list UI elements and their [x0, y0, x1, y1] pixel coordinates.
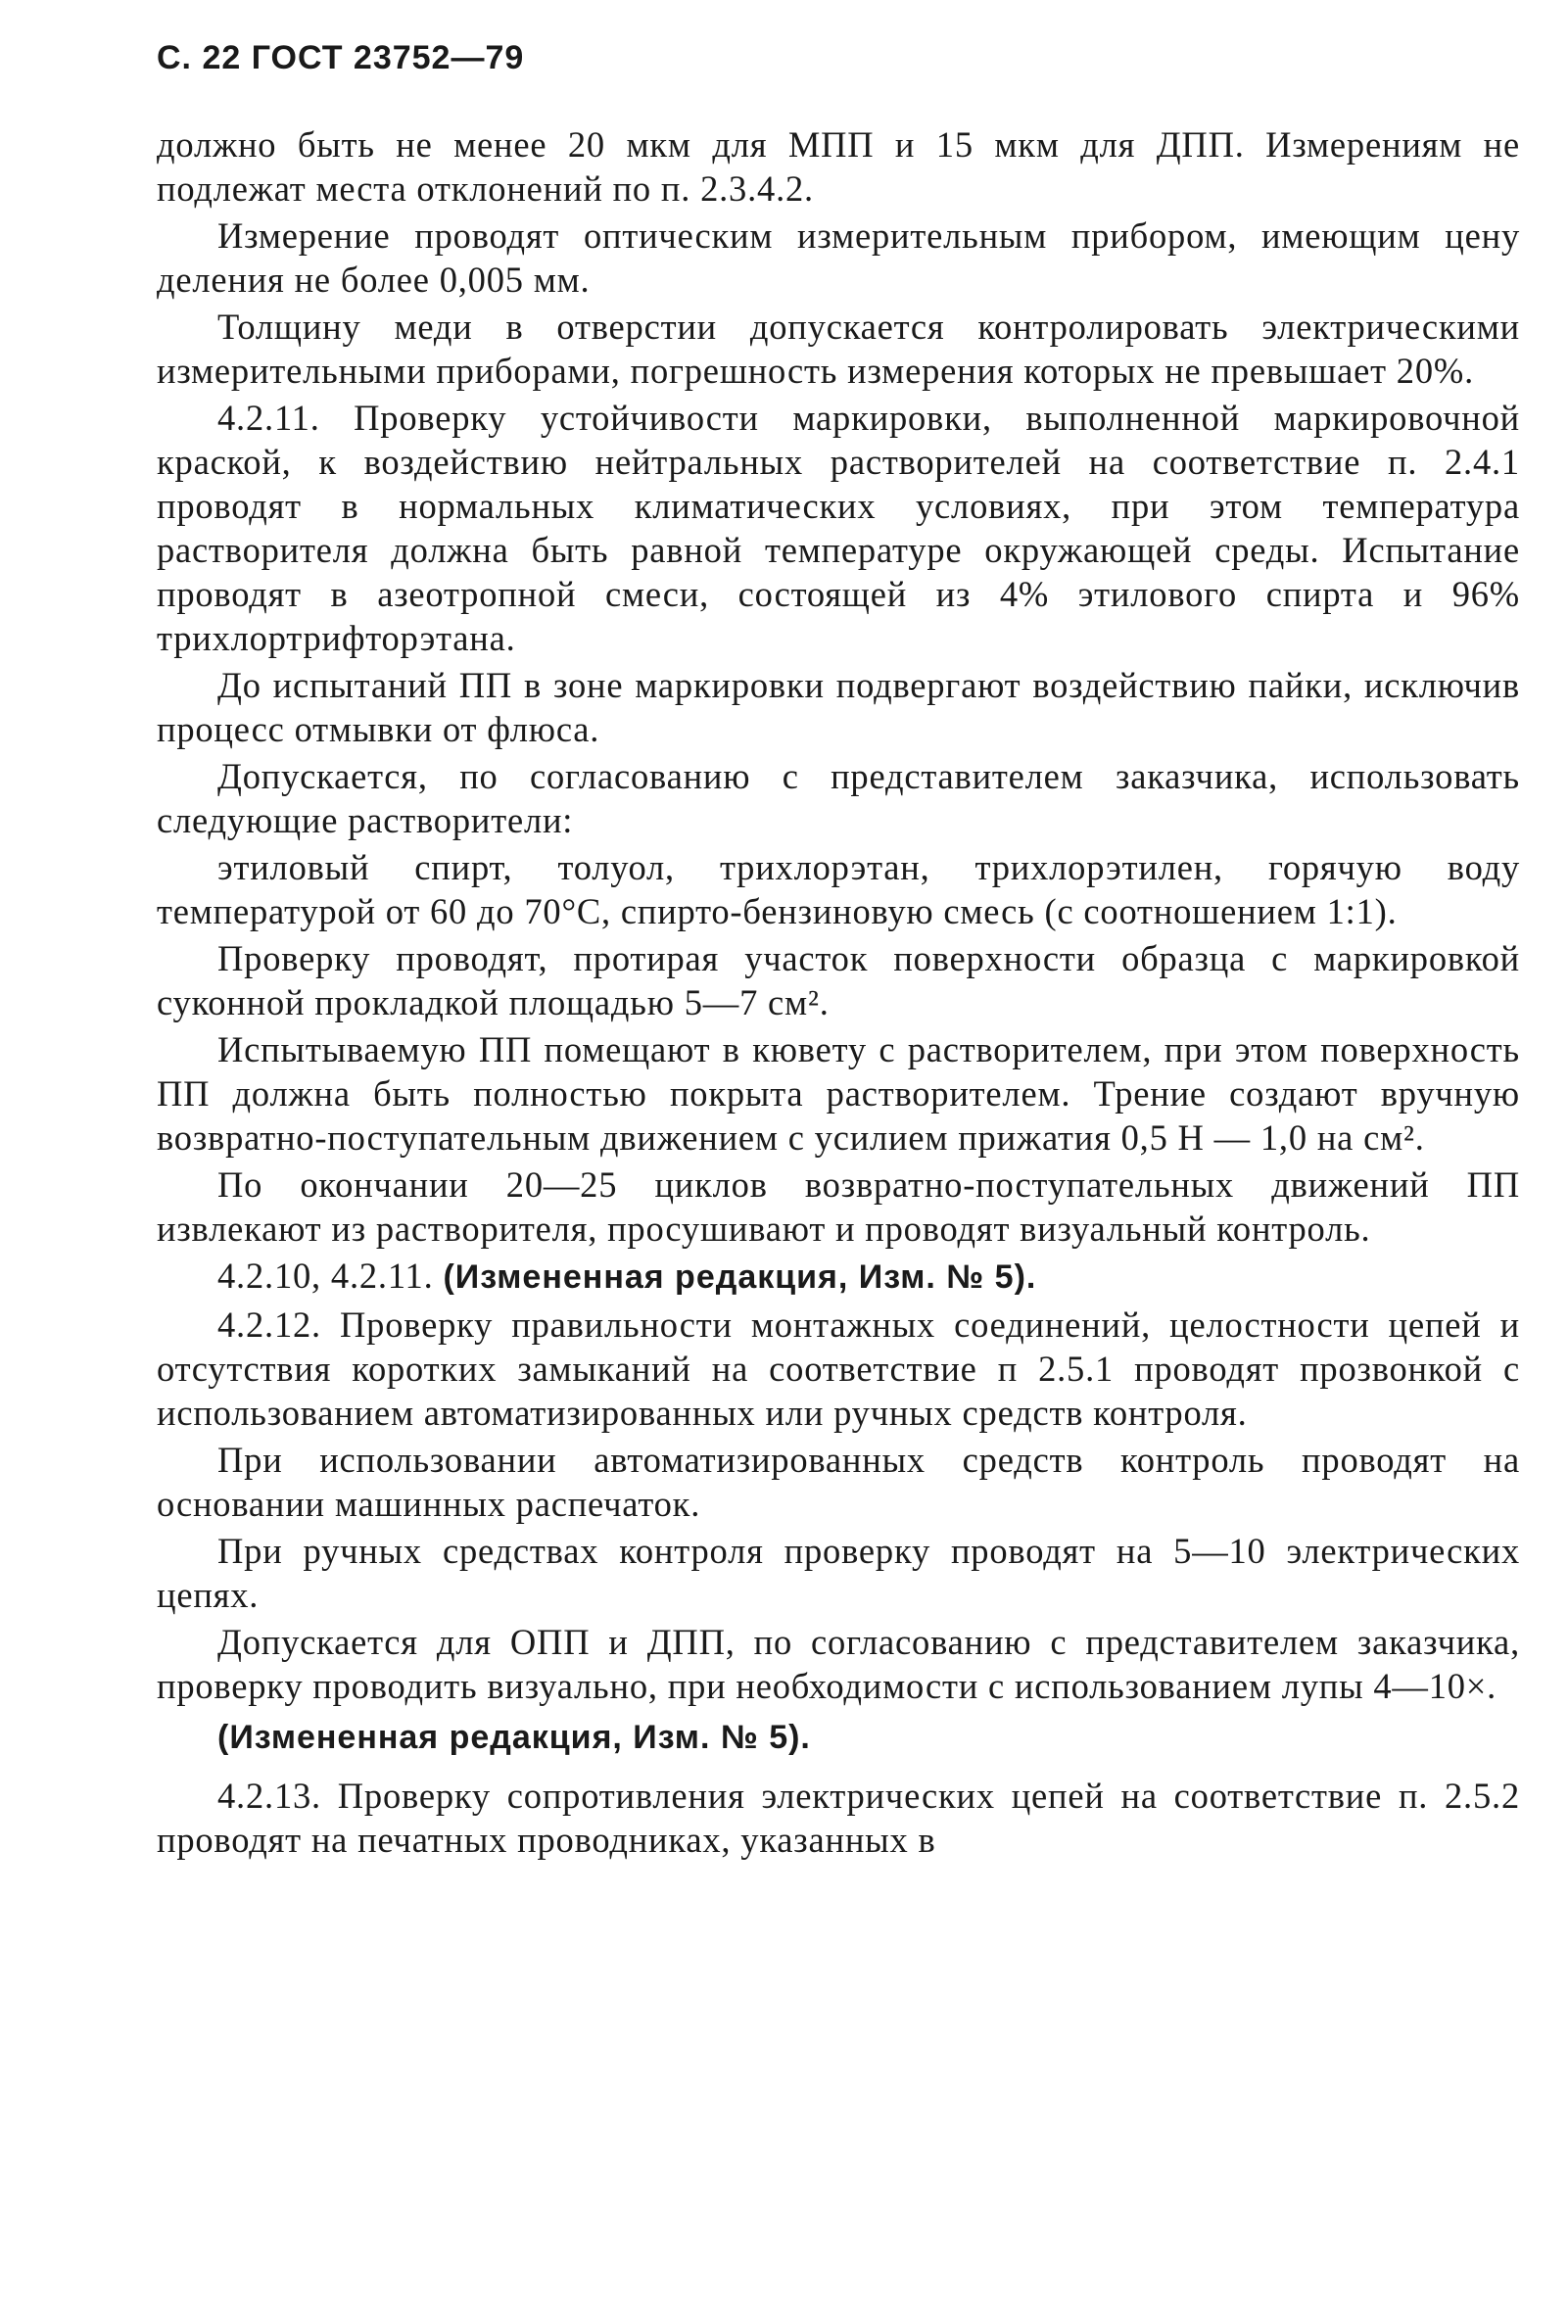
paragraph: Проверку проводят, протирая участок поверхности образца с маркировкой суконной прокладкой площадью 5—7 см².: [157, 938, 1520, 1022]
paragraph: Толщину меди в отверстии допускается контролировать электрическими измерительными приборами, погрешность измерения которых не превышает 20%.: [157, 307, 1520, 391]
body-text: [157, 122, 1520, 1865]
paragraph: Испытываемую ПП помещают в кювету с растворителем, при этом поверхность ПП должна быть полностью покрыта растворителем. Трение создают вручную возвратно-поступательным движением с усилием прижатия 0,5 Н — 1,0 на см².: [157, 1029, 1520, 1158]
paragraph: должно быть не менее 20 мкм для МПП и 15 мкм для ДПП. Измерениям не подлежат места отклонений по п. 2.3.4.2.: [157, 124, 1520, 209]
paragraph: Измерение проводят оптическим измерительным прибором, имеющим цену деления не более 0,005 мм.: [157, 215, 1520, 300]
amendment-ref: 4.2.10, 4.2.11.: [217, 1256, 434, 1296]
paragraph: До испытаний ПП в зоне маркировки подвергают воздействию пайки, исключив процесс отмывки от флюса.: [157, 665, 1520, 749]
amendment-label: (Измененная редакция, Изм. № 5).: [217, 1719, 811, 1756]
paragraph: При ручных средствах контроля проверку проводят на 5—10 электрических цепях.: [157, 1531, 1520, 1615]
paragraph: Допускается, по согласованию с представителем заказчика, использовать следующие растворители:: [157, 756, 1520, 840]
amendment-label: (Измененная редакция, Изм. № 5).: [443, 1258, 1037, 1296]
section-4-2-11: 4.2.11. Проверку устойчивости маркировки, выполненной маркировочной краской, к воздействию нейтральных растворителей на соответствие п. 2.4.1 проводят в нормальных климатических условиях, при этом температура растворителя должна быть равной температуре окружающей среды. Испытание проводят в азеотропной смеси, состоящей из 4% этилового спирта и 96% трихлортрифторэтана.: [157, 398, 1520, 658]
page-header: С. 22 ГОСТ 23752—79: [157, 39, 525, 76]
solvent-list: этиловый спирт, толуол, трихлорэтан, трихлорэтилен, горячую воду температурой от 60 до 70°С, спирто-бензиновую смесь (с соотношением 1:1).: [157, 847, 1520, 931]
amendment-note: [157, 1254, 1520, 1300]
paragraph: Допускается для ОПП и ДПП, по согласованию с представителем заказчика, проверку проводить визуально, при необходимости с использованием лупы 4—10×.: [157, 1622, 1520, 1706]
paragraph: При использовании автоматизированных средств контроль проводят на основании машинных распечаток.: [157, 1440, 1520, 1524]
amendment-note: [157, 1714, 1520, 1760]
section-4-2-13: 4.2.13. Проверку сопротивления электрических цепей на соответствие п. 2.5.2 проводят на печатных проводниках, указанных в: [157, 1776, 1520, 1860]
section-4-2-12: 4.2.12. Проверку правильности монтажных соединений, целостности цепей и отсутствия коротких замыканий на соответствие п 2.5.1 проводят прозвонкой с использованием автоматизированных или ручных средств контроля.: [157, 1304, 1520, 1433]
paragraph: По окончании 20—25 циклов возвратно-поступательных движений ПП извлекают из растворителя, просушивают и проводят визуальный контроль.: [157, 1164, 1520, 1249]
